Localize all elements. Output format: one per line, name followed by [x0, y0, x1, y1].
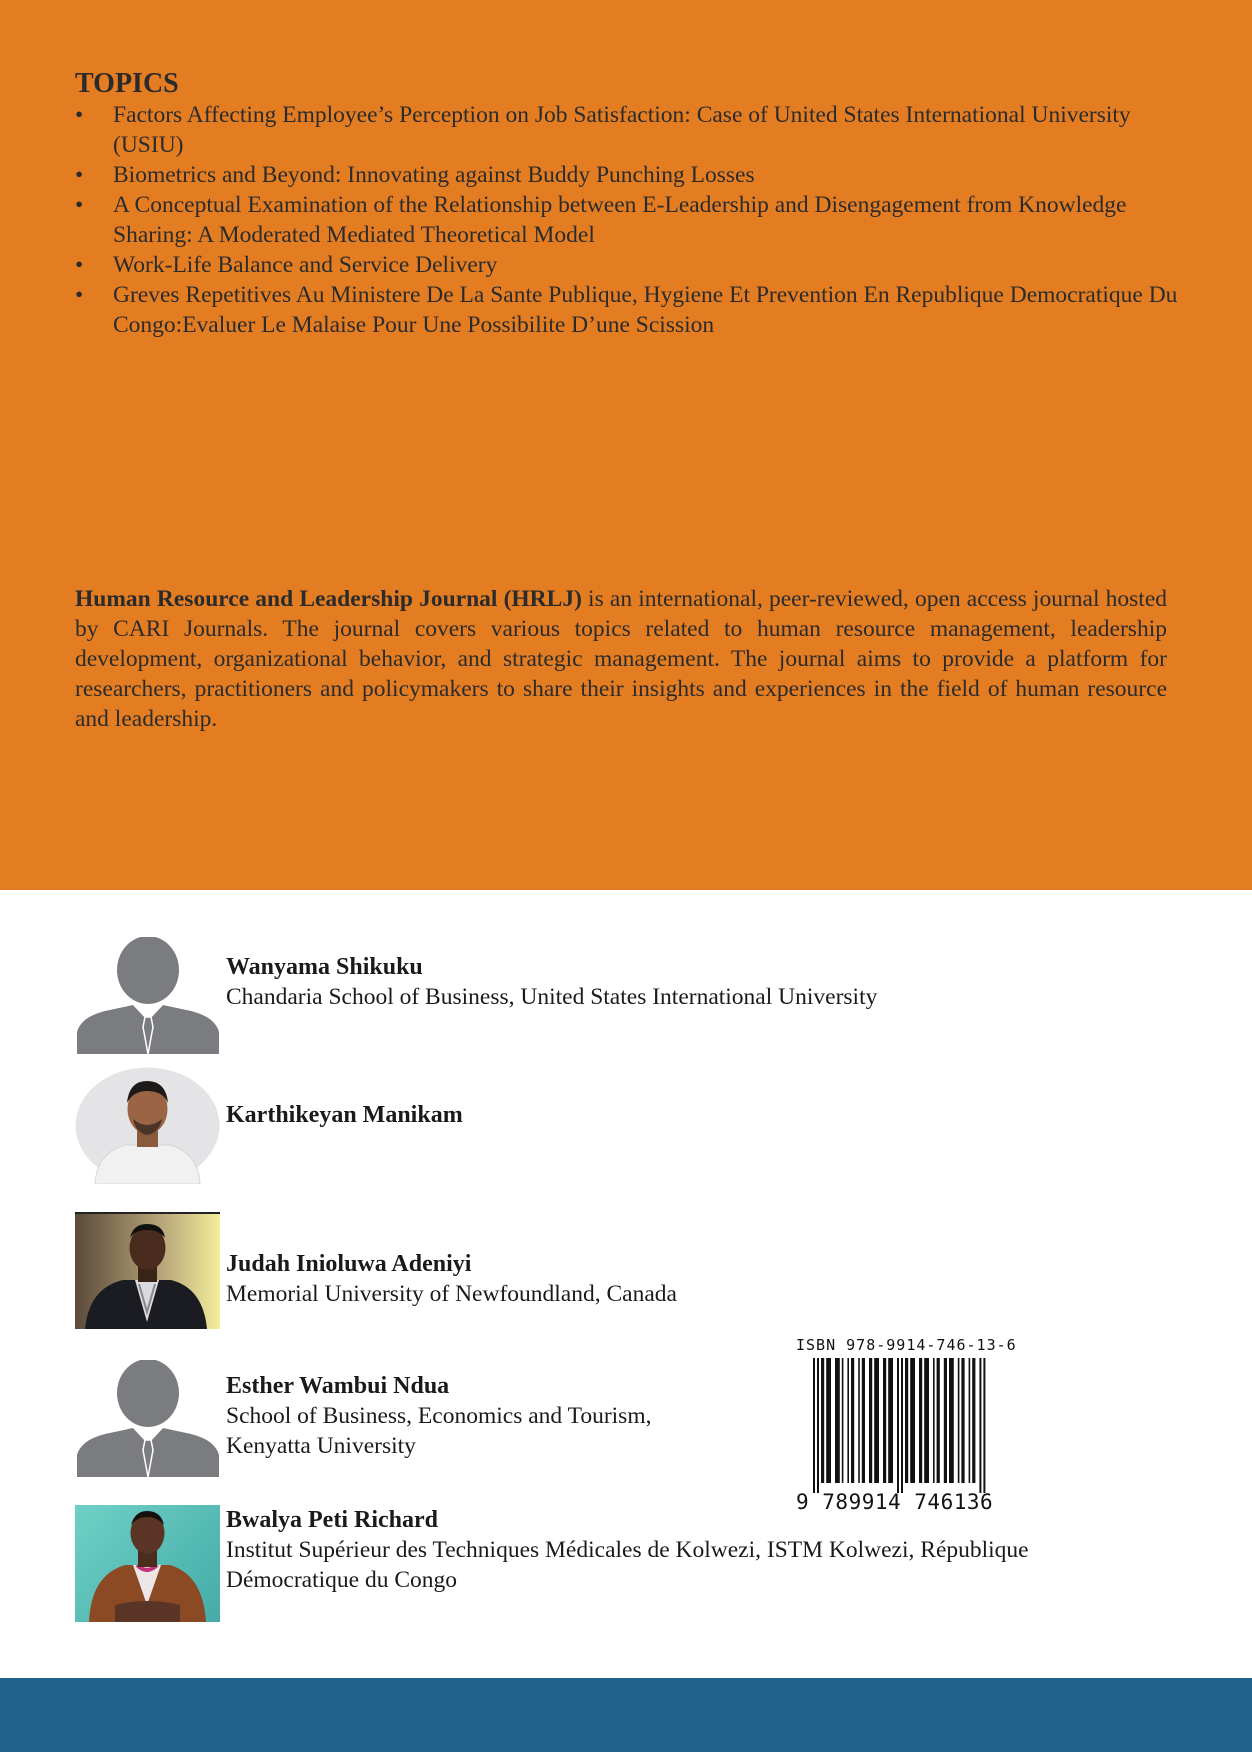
topic-text: Work-Life Balance and Service Delivery — [113, 252, 498, 278]
barcode-bar — [842, 1358, 844, 1483]
topic-item — [75, 190, 1185, 250]
bullet: • — [75, 162, 84, 188]
avatar-silhouette — [75, 937, 220, 1054]
topic-item — [75, 160, 1185, 190]
barcode-bar — [937, 1358, 940, 1483]
author-info — [226, 1371, 1186, 1461]
barcode-bar — [949, 1358, 954, 1483]
bullet: • — [75, 252, 84, 278]
topics-heading: TOPICS — [75, 68, 179, 99]
topic-item — [75, 280, 1185, 340]
author-info — [226, 1249, 1186, 1309]
barcode-guard-bar — [813, 1358, 815, 1493]
author-photo — [75, 1212, 220, 1329]
barcode-guard-bar — [983, 1358, 985, 1493]
author-name: Esther Wambui Ndua — [226, 1373, 450, 1399]
author-affiliation-line: Kenyatta University — [226, 1433, 416, 1459]
footer-band — [0, 1678, 1252, 1752]
barcode-bar — [851, 1358, 854, 1483]
author-name: Wanyama Shikuku — [226, 954, 423, 980]
author-photo — [75, 1067, 220, 1184]
bullet: • — [75, 102, 84, 128]
barcode-bar — [835, 1358, 840, 1483]
avatar-silhouette — [75, 1360, 220, 1477]
author-name: Judah Inioluwa Adeniyi — [226, 1251, 472, 1277]
barcode-guard-bar — [817, 1358, 819, 1493]
barcode-bar — [862, 1358, 865, 1483]
barcode-bar — [944, 1358, 947, 1483]
barcode-bar — [847, 1358, 849, 1483]
topic-item — [75, 250, 1185, 280]
author-affiliation: Memorial University of Newfoundland, Canada — [226, 1281, 677, 1307]
topics-list — [75, 100, 1185, 340]
author-affiliation-line: Démocratique du Congo — [226, 1567, 458, 1593]
isbn-label: ISBN 978-9914-746-13-6 — [796, 1336, 1017, 1354]
barcode-bar — [874, 1358, 879, 1483]
barcode-guard-bar — [897, 1358, 899, 1493]
author-name: Karthikeyan Manikam — [226, 1102, 463, 1128]
barcode-bar — [888, 1358, 893, 1483]
barcode-bar — [905, 1358, 908, 1483]
author-affiliation-line: School of Business, Economics and Tourism, — [226, 1403, 652, 1429]
bullet: • — [75, 282, 84, 308]
author-name: Bwalya Peti Richard — [226, 1507, 438, 1533]
author-info — [226, 952, 1186, 1012]
journal-description-text: is an international, peer-reviewed, open access journal hosted by CARI Journals. The journal covers various topics related to human resource management, leadership development, organizational behavior, and strategic management. The journal aims to provide a platform for researchers, practitioners and policymakers to share their insights and experiences in the field of human resource and leadership. — [75, 586, 1168, 732]
barcode-bar — [883, 1358, 886, 1483]
topic-item — [75, 100, 1185, 160]
isbn-digits: 9 789914 746136 — [796, 1490, 994, 1514]
journal-description — [75, 584, 1167, 734]
author-affiliation: Chandaria School of Business, United States International University — [226, 984, 878, 1010]
barcode-bar — [910, 1358, 915, 1483]
barcode-bar — [821, 1358, 824, 1483]
barcode-icon — [795, 1358, 1010, 1493]
barcode-bar — [869, 1358, 872, 1483]
barcode-bar — [919, 1358, 922, 1483]
barcode-bar — [826, 1358, 831, 1483]
topic-text: Biometrics and Beyond: Innovating against Buddy Punching Losses — [113, 162, 755, 188]
bullet: • — [75, 192, 84, 218]
barcode-bar — [969, 1358, 971, 1483]
barcode-guard-bar — [901, 1358, 903, 1493]
barcode-bar — [958, 1358, 960, 1483]
topic-text: Greves Repetitives Au Ministere De La Sante Publique, Hygiene Et Prevention En Republique Democratique Du Congo:Evaluer Le Malaise Pour Une Possibilite D’une Scission — [113, 282, 1178, 338]
barcode-bar — [924, 1358, 929, 1483]
author-info — [226, 1505, 1186, 1595]
topic-text: Factors Affecting Employee’s Perception on Job Satisfaction: Case of United States International University (USIU) — [113, 102, 1131, 158]
barcode-bar — [972, 1358, 975, 1483]
barcode-bar — [858, 1358, 860, 1483]
barcode-bar — [961, 1358, 964, 1483]
barcode-guard-bar — [979, 1358, 981, 1493]
author-photo — [75, 1505, 220, 1622]
author-affiliation-line: Institut Supérieur des Techniques Médicales de Kolwezi, ISTM Kolwezi, République — [226, 1537, 1029, 1563]
journal-name: Human Resource and Leadership Journal (HRLJ) — [75, 586, 582, 612]
author-info — [226, 1100, 1186, 1130]
topic-text: A Conceptual Examination of the Relationship between E-Leadership and Disengagement from Knowledge Sharing: A Moderated Mediated Theoretical Model — [113, 192, 1127, 248]
barcode-bar — [933, 1358, 935, 1483]
